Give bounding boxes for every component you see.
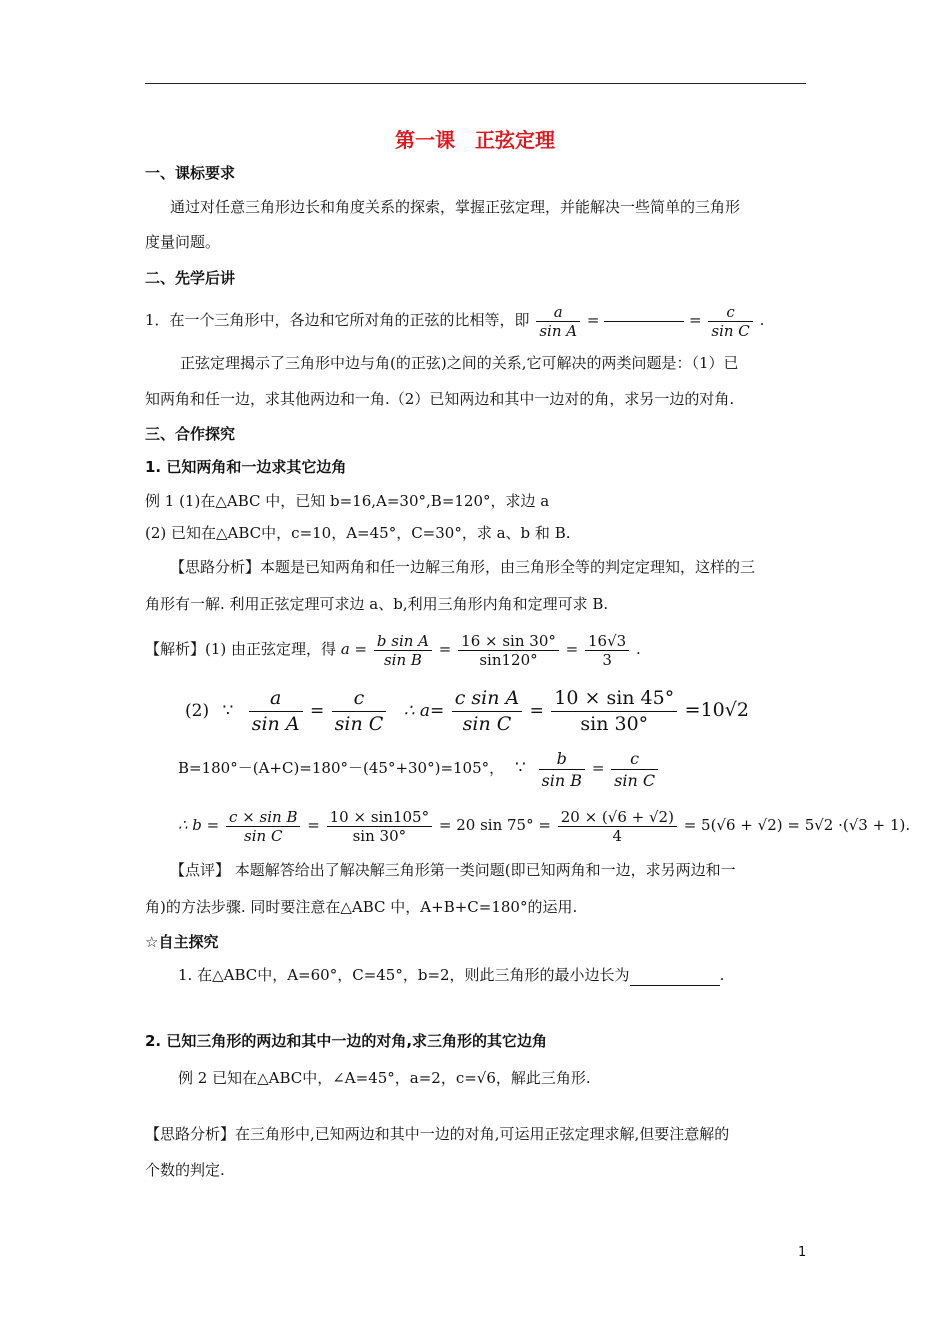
a-equals: a = bbox=[340, 640, 368, 658]
sine-law-statement bbox=[145, 301, 764, 340]
therefore-b-equals: ∴ b = bbox=[178, 816, 220, 834]
equals-sign: = bbox=[586, 311, 600, 329]
section-1-paragraph-line-2: 度量问题。 bbox=[145, 233, 221, 251]
sine-law-explanation-line-1: 正弦定理揭示了三角形中边与角(的正弦)之间的关系,它可解决的两类问题是：（1）已 bbox=[180, 354, 739, 372]
final-result-b: = 5(√6 + √2) = 5√2 ·(√3 + 1). bbox=[683, 816, 911, 834]
equals-sign: = bbox=[529, 701, 544, 721]
page-number: 1 bbox=[798, 1245, 807, 1260]
fraction-csinB-over-sinC: $\frac{\text{c × sin B}}{\text{sin C}}$ bbox=[226, 808, 300, 845]
review-line-1: 【点评】 本题解答给出了解决解三角形第一类问题(即已知两角和一边，求另两边和一 bbox=[170, 861, 736, 879]
fraction-b-over-sinB: $\frac{b}{\text{sin B}}$ bbox=[539, 748, 585, 791]
result-10-sqrt2: =10√2 bbox=[684, 699, 749, 721]
fraction-bsinA-over-sinB: $\frac{\text{b sin A}}{\text{sin B}}$ bbox=[374, 632, 432, 669]
solution-part-1 bbox=[145, 630, 641, 669]
review-line-2: 角)的方法步骤. 同时要注意在△ABC 中，A+B+C=180°的运用. bbox=[145, 898, 578, 916]
section-3-heading: 三、合作探究 bbox=[145, 425, 236, 443]
example-1-analysis-line-2: 角形有一解. 利用正弦定理可求边 a、b,利用三角形内角和定理可求 B. bbox=[145, 595, 609, 613]
period: . bbox=[635, 640, 641, 658]
example-1-part-1: 例 1 (1)在△ABC 中，已知 b=16,A=30°,B=120°，求边 a bbox=[145, 492, 550, 510]
angle-B-computation: B=180°－(A+C)=180°－(45°+30°)=105°， bbox=[178, 759, 505, 777]
header-rule bbox=[145, 83, 806, 84]
example-2-analysis-line-1: 【思路分析】在三角形中,已知两边和其中一边的对角,可运用正弦定理求解,但要注意解的 bbox=[145, 1125, 730, 1143]
fraction-c-over-sinC: $\frac{c}{\text{sin C}}$ bbox=[708, 303, 752, 340]
subsection-1-heading: 1. 已知两角和一边求其它边角 bbox=[145, 458, 347, 476]
solution-angle-B bbox=[178, 744, 660, 792]
fraction-c-over-sinC: $\frac{c}{\text{sin C}}$ bbox=[611, 748, 658, 791]
fraction-c-over-sinC: $\frac{c}{\text{sin C}}$ bbox=[332, 686, 387, 737]
equals-sign: = bbox=[307, 816, 320, 834]
because-symbol: ∵ bbox=[222, 701, 234, 721]
fraction-a-over-sinA: $\frac{a}{\text{sin A}}$ bbox=[536, 303, 580, 340]
solution-part-2 bbox=[185, 684, 749, 737]
fraction-16sqrt3-over-3: $\frac{16√3}{3}$ bbox=[585, 632, 629, 669]
answer-blank[interactable] bbox=[630, 965, 720, 986]
section-2-heading: 二、先学后讲 bbox=[145, 269, 236, 287]
twenty-sin-75: = 20 sin 75° = bbox=[438, 816, 551, 834]
statement-text: 1．在一个三角形中，各边和它所对角的正弦的比相等，即 bbox=[145, 311, 530, 329]
period: . bbox=[719, 966, 725, 984]
part-label: (2) bbox=[185, 701, 210, 721]
fraction-16sin30-over-sin120: $\frac{16 \times \sin 30^\circ}{\sin 120^\circ}$ bbox=[458, 632, 559, 669]
therefore-a-equals: ∴ a= bbox=[403, 701, 445, 721]
subsection-2-heading: 2. 已知三角形的两边和其中一边的对角,求三角形的其它边角 bbox=[145, 1032, 548, 1050]
example-1-part-2: (2) 已知在△ABC中，c=10，A=45°，C=30°，求 a、b 和 B. bbox=[145, 524, 571, 542]
question-text: 1. 在△ABC中，A=60°，C=45°，b=2，则此三角形的最小边长为 bbox=[178, 966, 630, 984]
fraction-10sin45-over-sin30: $\frac{10 \times \sin 45^\circ}{\sin 30^\circ}$ bbox=[551, 686, 677, 737]
fraction-a-over-sinA: $\frac{a}{\text{sin A}}$ bbox=[249, 686, 303, 737]
period: . bbox=[759, 311, 765, 329]
equals-sign: = bbox=[438, 640, 452, 658]
fraction-20-sqrt6-plus-sqrt2-over-4: $\frac{20 \times (√6 + √2)}{4}$ bbox=[558, 808, 677, 845]
fill-in-blank[interactable] bbox=[604, 321, 684, 322]
because-symbol: ∵ bbox=[514, 758, 526, 778]
example-1-analysis-line-1: 【思路分析】本题是已知两角和任一边解三角形，由三角形全等的判定定理知，这样的三 bbox=[170, 558, 756, 576]
self-exploration-heading: ☆自主探究 bbox=[145, 933, 219, 951]
fraction-csinA-over-sinC: $\frac{\text{c sin A}}{\text{sin C}}$ bbox=[452, 686, 523, 737]
section-1-heading: 一、课标要求 bbox=[145, 164, 236, 182]
solution-side-b bbox=[178, 804, 910, 846]
equals-sign-2: = bbox=[689, 311, 702, 329]
sine-law-explanation-line-2: 知两角和任一边，求其他两边和一角.（2）已知两边和其中一边对的角，求另一边的对角. bbox=[145, 390, 735, 408]
page-title: 第一课 正弦定理 bbox=[395, 128, 555, 152]
equals-sign: = bbox=[309, 701, 325, 721]
self-exploration-question-1 bbox=[178, 965, 724, 986]
example-2: 例 2 已知在△ABC中，∠A=45°，a=2，c=√6，解此三角形. bbox=[178, 1069, 591, 1087]
equals-sign: = bbox=[565, 640, 579, 658]
fraction-10sin105-over-sin30: $\frac{10 \times \sin 105^\circ}{\sin 30^\circ}$ bbox=[327, 808, 432, 845]
example-2-analysis-line-2: 个数的判定. bbox=[145, 1161, 225, 1179]
solution-label: 【解析】(1) 由正弦定理，得 bbox=[145, 640, 337, 658]
section-1-paragraph-line-1: 通过对任意三角形边长和角度关系的探索，掌握正弦定理，并能解决一些简单的三角形 bbox=[170, 198, 741, 216]
equals-sign: = bbox=[591, 759, 605, 777]
